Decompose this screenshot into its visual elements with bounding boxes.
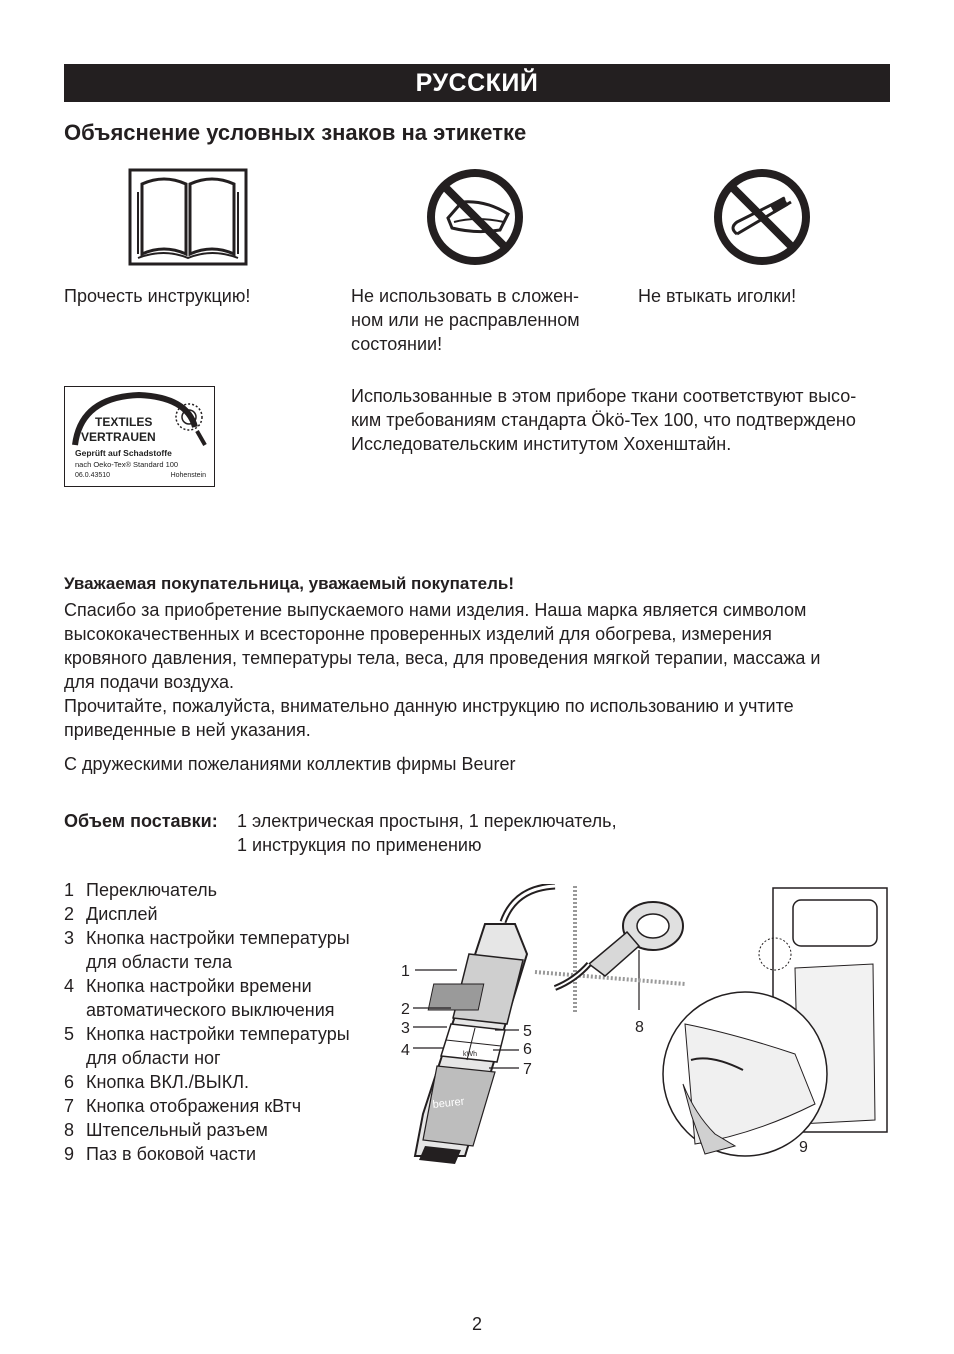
callout-6: 6 [523, 1041, 532, 1058]
callout-7: 7 [523, 1061, 532, 1078]
delivery-label: Объем поставки: [64, 811, 218, 831]
callout-2: 2 [401, 1001, 410, 1018]
list-item: 1 Переключатель [64, 880, 217, 900]
list-item: 4 Кнопка настройки времени автоматического выключения [64, 976, 335, 1020]
callout-8: 8 [635, 1019, 644, 1036]
callout-3: 3 [401, 1020, 410, 1037]
list-item: 3 Кнопка настройки температуры для области тела [64, 928, 350, 972]
oeko-number: 06.0.43510 [75, 472, 111, 479]
bed-illustration [663, 888, 887, 1156]
symbol-no-folding-text: Не использовать в сложен- ном или не расправленном состоянии! [351, 286, 580, 354]
product-diagram [395, 884, 895, 1164]
callout-1: 1 [401, 963, 410, 980]
list-item: 2 Дисплей [64, 904, 158, 924]
page-number: 2 [471, 1314, 482, 1334]
parts-list [64, 878, 350, 1166]
symbol-no-pins-text: Не втыкать иголки! [638, 286, 797, 306]
oeko-institute: Hohenstein [170, 472, 206, 479]
book-icon [128, 168, 248, 266]
plug-connector [535, 886, 685, 1014]
diagram-kwh: kWh [463, 1051, 477, 1058]
oeko-line1: TEXTILES [95, 415, 153, 429]
no-pins-icon [713, 168, 811, 266]
greeting-paragraph: Спасибо за приобретение выпускаемого нами изделия. Наша марка является символом высококачественных и всесторонне проверенных изделий для обогрева, измерения кровяного давления, температуры тела, веса, для проведения мягкой терапии, массажа и для подачи воздуха. Прочитайте, пожалуйста, внимательно данную инструкцию по использованию и учтите приведенные в ней указания. [64, 600, 821, 740]
oeko-line2: VERTRAUEN [81, 430, 156, 444]
controller [415, 924, 527, 1164]
greeting-closing: С дружескими пожеланиями коллектив фирмы Beurer [64, 754, 516, 774]
diagram-brand: beurer [432, 1095, 465, 1111]
callout-9: 9 [799, 1139, 808, 1156]
section-title: Объяснение условных знаков на этикетке [64, 120, 527, 145]
delivery-line2: 1 инструкция по применению [237, 835, 482, 855]
oeko-tex-text: Использованные в этом приборе ткани соответствуют высо- ким требованиям стандарта Ökö-Tex 100, что подтверждено Исследовательским институтом Хохенштайн. [351, 386, 857, 454]
callout-4: 4 [401, 1042, 410, 1059]
list-item: 6 Кнопка ВКЛ./ВЫКЛ. [64, 1072, 250, 1092]
language-banner: РУССКИЙ [64, 64, 890, 102]
list-item: 8 Штепсельный разъем [64, 1120, 268, 1140]
callout-5: 5 [523, 1023, 532, 1040]
list-item: 7 Кнопка отображения кВтч [64, 1096, 302, 1116]
no-folding-icon [426, 168, 524, 266]
greeting-heading: Уважаемая покупательница, уважаемый покупатель! [64, 574, 515, 593]
symbol-read-instructions: Прочесть инструкцию! [64, 286, 251, 306]
list-item: 9 Паз в боковой части [64, 1144, 257, 1164]
oeko-line4: nach Oeko-Tex® Standard 100 [75, 460, 179, 469]
oeko-line3: Geprüft auf Schadstoffe [75, 448, 172, 458]
delivery-line1: 1 электрическая простыня, 1 переключатель, [237, 811, 617, 831]
list-item: 5 Кнопка настройки температуры для области ног [64, 1024, 350, 1068]
oeko-tex-label [64, 386, 215, 487]
